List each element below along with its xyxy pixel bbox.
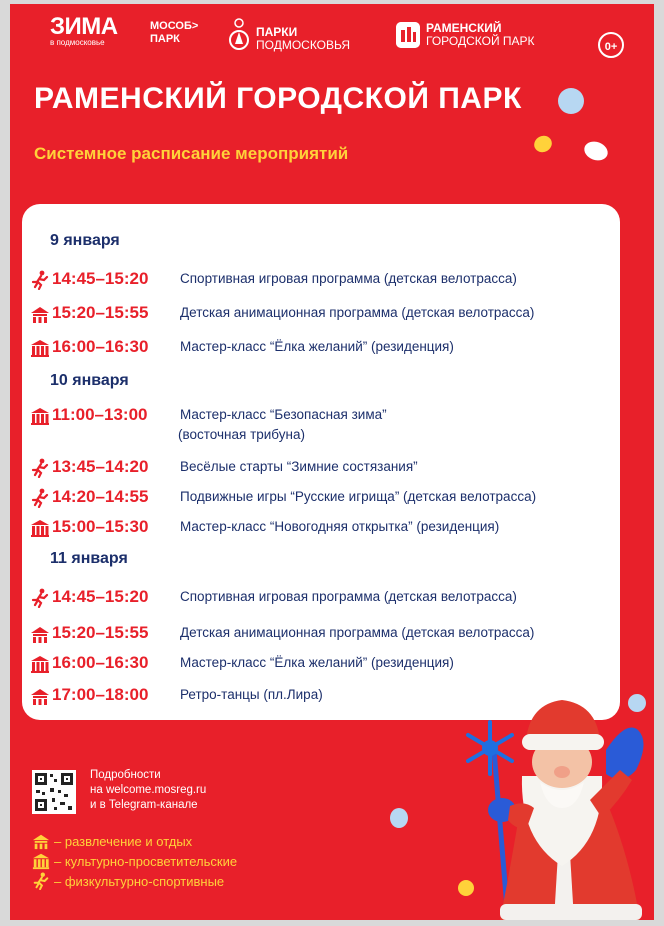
culture-icon [30,654,50,674]
age-rating-badge: 0+ [598,32,624,58]
mosobpark-logo: МОСОБ> ПАРК [150,20,199,45]
schedule-card: 9 января 14:45–15:20 Спортивная игровая программа (детская велотрасса) 15:20–15:55 Детская анимационная программа (детская велотрасса) 16:00–16:30 Мастер-класс “Ёлка желаний” (резиденция) 10 января 11:00–13:00 Мастер-класс “Безопасная зима” (восточная трибуна) 13:45–14:20 Весёлые старты “Зимние состязания” 14:20–14:55 Подвижные игры “Русские игрища” (детская велотрасса) 15:00–15:30 Мастер-класс “Новогодняя открытка” (резиденция) 11 января 14:45–15:20 Спортивная игровая программа (детская велотрасса) 15:20–15:55 Детская анимационная программа (детская велотрасса) 16:00–16:30 Мастер-класс “Ёлка желаний” (резиденция) 17:00–18:00 Ретро-танцы (пл.Лира) [22,204,620,720]
culture-icon [30,518,50,538]
sport-icon [30,270,50,290]
day-heading: 11 января [50,550,128,567]
snowflake-icon [468,722,512,774]
poster: ЗИМА в подмосковье МОСОБ> ПАРК ПАРКИ ПОДМОСКОВЬЯ РАМЕНСКИЙ ГОРОДСКОЙ ПАРК 0+ РАМЕНСКИЙ ГОРОДСКОЙ ПАРК Системное расписание мероприятий 9 января 14:45–15:20 Спортивная игровая программа (детская велотрасса) 15:20–15:55 Детская анимационная программа (детская велотрасса) 16:00–16:30 Мастер-класс “Ёлка желаний” (резиденция) 10 января 11:00–13:00 Мастер-класс “Безопасная зима” (восточная трибуна) 13:45–14:20 Весёлые старты “Зимние состязания” 14:20–14:55 Подвижные игры “Русские игрища” (детская велотрасса) 15:00–15:30 Мастер-класс “Новогодняя открытка” (резиденция) 11 января 14:45–15:20 Спортивная игровая программа (детская велотрасса) 15:20–15:55 Детская анимационная программа (детская велотрасса) 16:00–16:30 Мастер-класс “Ёлка желаний” (резиденция) 17:00–18:00 Ретро-танцы (пл.Лира) Подробности на welcome.mosreg.ru и в Telegram-канале – развлечение и отдых – культурно-просветительские – физкультурно-спортивные [10,4,654,920]
page-title: РАМЕНСКИЙ ГОРОДСКОЙ ПАРК [34,82,522,115]
parki-emblem-icon [228,16,250,52]
sport-icon [32,872,50,890]
zima-logo: ЗИМА в подмосковье [50,13,118,47]
sport-icon [30,588,50,608]
leisure-icon [30,624,50,644]
santa-illustration [450,690,654,920]
leisure-icon [32,832,50,850]
day-heading: 10 января [50,372,129,389]
decor-dot [390,808,408,828]
sport-icon [30,488,50,508]
leisure-icon [30,686,50,706]
website-link[interactable]: на welcome.mosreg.ru [90,784,207,796]
culture-icon [30,338,50,358]
sport-icon [30,458,50,478]
leisure-icon [30,304,50,324]
decor-dot [558,88,584,114]
decor-dot [531,133,554,155]
info-text: Подробности на welcome.mosreg.ru и в Telegram-канале [90,769,207,811]
ramensky-emblem-icon [396,22,420,48]
page-subtitle: Системное расписание мероприятий [34,144,349,163]
qr-code[interactable] [32,770,76,814]
culture-icon [32,852,50,870]
logo-bar: ЗИМА в подмосковье МОСОБ> ПАРК ПАРКИ ПОДМОСКОВЬЯ РАМЕНСКИЙ ГОРОДСКОЙ ПАРК 0+ [10,4,654,64]
culture-icon [30,406,50,426]
decor-dot [582,138,611,163]
day-heading: 9 января [50,232,120,249]
